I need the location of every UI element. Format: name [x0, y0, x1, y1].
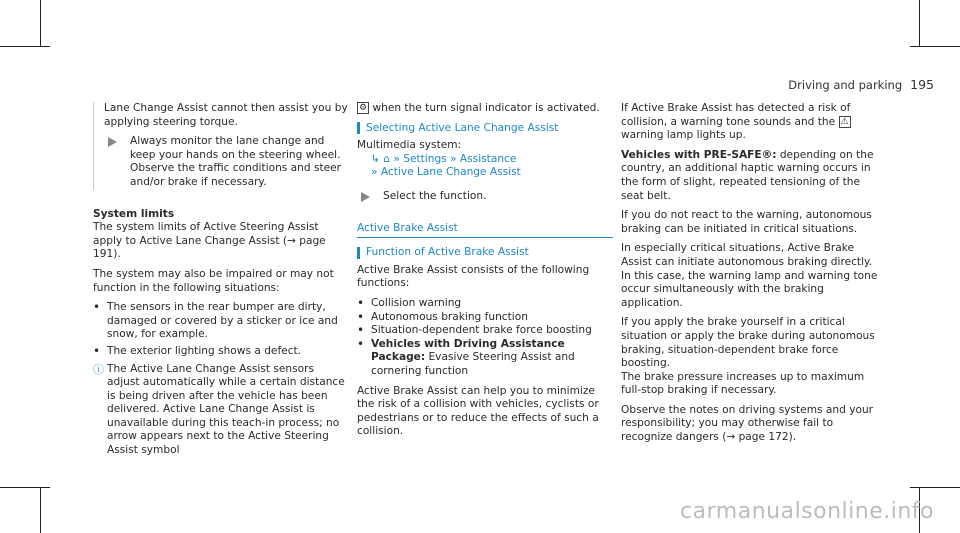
list-item: • The sensors in the rear bumper are dirty, damaged or covered by a sticker or ice and snow, for example.: [93, 300, 338, 341]
apply-brake-text: If you apply the brake yourself in a critical situation or apply the brake during autonomous braking, situation-dependent brake force boosting.: [621, 316, 875, 370]
list-item: • Vehicles with Driving Assistance Package: Evasive Steering Assist and cornering function: [357, 336, 575, 377]
consists-text: Active Brake Assist consists of the following functions:: [357, 263, 590, 290]
limits-text-1: The system limits of Active Steering Assist apply to Active Lane Change Assist (→ page 191).: [93, 221, 326, 261]
list-item: • Situation-dependent brake force boosting: [357, 323, 592, 338]
brake-warning-icon: ⚠: [840, 116, 849, 127]
list-item: • Collision warning: [357, 295, 462, 310]
info-text: The Active Lane Change Assist sensors adjust automatically while a certain distance is being driven after the vehicle has been delivered. Active Lane Change Assist is unavailable during this teach-in process; no arrow appears next to the Active Steering Assist symbol: [107, 362, 345, 457]
crop-mark: [910, 46, 960, 47]
action-arrow-icon: [108, 137, 118, 147]
home-icon: ⌂: [383, 152, 390, 165]
menu-path: ↳ ⌂ » Settings » Assistance: [371, 152, 517, 165]
list-item: • Autonomous braking function: [357, 309, 528, 324]
column-left: [93, 102, 349, 458]
critical-text: In especially critical situations, Active Brake Assist can initiate autonomous braking directly. In this case, the warning lamp and warning tone occur simultaneously with the braking application.: [621, 242, 878, 309]
pressure-text: The brake pressure increases up to maximum full-stop braking if necessary.: [621, 370, 865, 397]
section-title: Driving and parking: [788, 78, 903, 92]
observe-text: Observe the notes on driving systems and your responsibility; you may otherwise fail to recognize dangers (→ page 172).: [621, 403, 874, 444]
warning-text: If Active Brake Assist has detected a risk of collision, a warning tone sounds and the ⚠ warning lamp lights up.: [621, 102, 851, 142]
menu-alca: Active Lane Change Assist: [380, 166, 521, 179]
crop-mark: [0, 46, 50, 47]
page-number: 195: [910, 77, 934, 92]
watermark: carmanualsonline.info: [680, 499, 934, 525]
info-note: [93, 363, 349, 458]
list-item: • The exterior lighting shows a defect.: [93, 343, 302, 358]
crop-mark: [919, 0, 920, 46]
function-title: Function of Active Brake Assist: [357, 246, 613, 260]
turn-signal-text: ⚙ when the turn signal indicator is activated.: [359, 102, 600, 114]
presafe-text: Vehicles with PRE-SAFE®: depending on the country, an additional haptic warning occurs in the form of slight, repeated tensioning of the seat belt.: [621, 148, 874, 202]
running-header: [788, 78, 934, 93]
crop-mark: [910, 487, 960, 488]
aba-heading: Active Brake Assist: [357, 222, 613, 239]
return-arrow-icon: ↳: [371, 152, 380, 165]
aba-summary: Active Brake Assist can help you to minimize the risk of a collision with vehicles, cyclists or pedestrians or to reduce the effects of such a collision.: [357, 384, 599, 438]
note-action-text: Always monitor the lane change and keep your hands on the steering wheel. Observe the traffic conditions and steer and/or brake if necessary.: [130, 135, 342, 188]
column-middle: [357, 102, 613, 445]
note-text: Lane Change Assist cannot then assist you by applying steering torque.: [104, 102, 348, 128]
limits-heading: System limits: [93, 207, 175, 220]
crop-mark: [40, 487, 41, 533]
info-icon: ⓘ: [93, 362, 104, 376]
action-arrow-icon: [361, 192, 371, 202]
crop-mark: [40, 0, 41, 46]
limits-text-2: The system may also be impaired or may not function in the following situations:: [93, 267, 334, 294]
multimedia-label: Multimedia system:: [357, 139, 462, 152]
no-react-text: If you do not react to the warning, autonomous braking can be initiated in critical situations.: [621, 209, 872, 235]
crop-mark: [0, 487, 50, 488]
menu-path-2: » Active Lane Change Assist: [371, 166, 521, 179]
menu-assistance: Assistance: [459, 152, 517, 165]
steering-assist-icon: ⚙: [359, 103, 368, 113]
note-action: [104, 135, 349, 189]
selecting-title: Selecting Active Lane Change Assist: [357, 122, 613, 136]
menu-settings: Settings: [403, 152, 447, 165]
column-right: [621, 102, 883, 451]
note-block: [93, 102, 349, 190]
select-action: Select the function.: [357, 190, 613, 204]
